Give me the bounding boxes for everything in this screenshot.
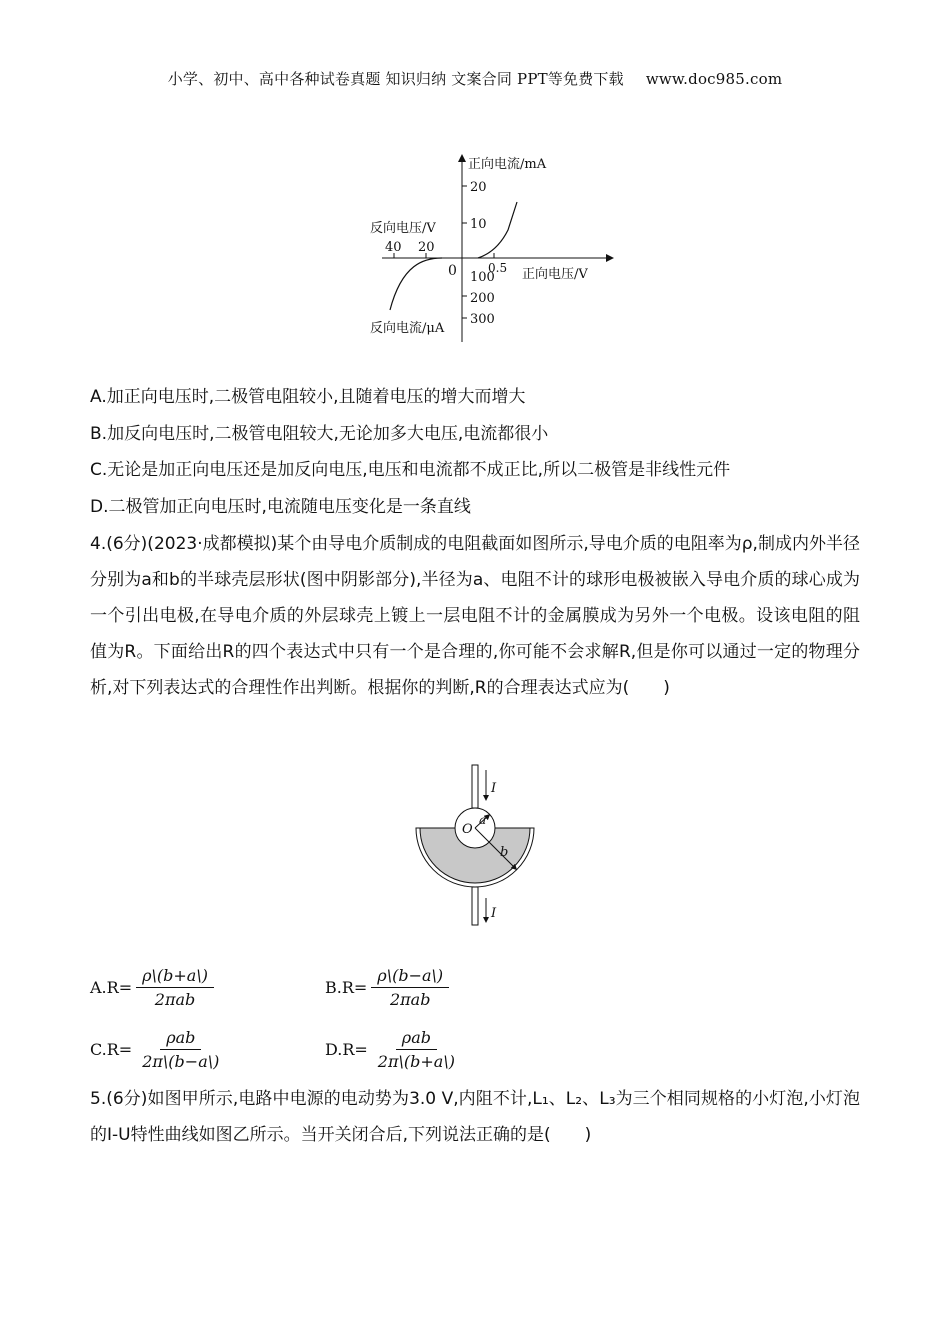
x-pos-label: 正向电压/V <box>522 267 588 282</box>
outer-radius-label: b <box>500 845 509 860</box>
header-url: www.doc985.com <box>645 70 783 88</box>
origin-label: 0 <box>448 263 457 279</box>
denominator: 2π\(b−a\) <box>142 1052 220 1071</box>
fraction <box>136 966 214 1009</box>
q3-option-a: A.加正向电压时,二极管电阻较小,且随着电压的增大而增大 <box>90 387 526 407</box>
y-tick-20: 20 <box>470 180 487 195</box>
q3-option-d: D.二极管加正向电压时,电流随电压变化是一条直线 <box>90 497 471 517</box>
current-label-bottom: I <box>491 906 497 921</box>
q3-option-c: C.无论是加正向电压还是加反向电压,电压和电流都不成正比,所以二极管是非线性元件 <box>90 460 731 480</box>
x-tick-0-5: 0.5 <box>488 261 508 275</box>
numerator: ρab <box>160 1028 201 1050</box>
x-tick-40: 40 <box>385 240 402 255</box>
option-label: B.R= <box>325 978 368 997</box>
denominator: 2πab <box>154 990 196 1009</box>
page-header <box>0 68 950 89</box>
q4-option-b <box>325 966 449 1009</box>
center-label: O <box>462 822 473 837</box>
fraction <box>136 1028 225 1071</box>
current-label-top: I <box>491 781 497 796</box>
inner-radius-label: a <box>479 813 487 827</box>
denominator: 2π\(b+a\) <box>377 1052 455 1071</box>
option-label: C.R= <box>90 1040 133 1059</box>
numerator: ρ\(b+a\) <box>136 966 214 988</box>
diode-iu-graph <box>360 150 620 350</box>
q4-option-a <box>90 966 214 1009</box>
top-lead <box>472 765 478 808</box>
bottom-lead <box>472 887 478 925</box>
y-tick-10: 10 <box>470 217 487 232</box>
y-tick-300: 300 <box>470 312 495 327</box>
x-tick-20: 20 <box>418 240 435 255</box>
q5-stem: 5.(6分)如图甲所示,电路中电源的电动势为3.0 V,内阻不计,L₁、L₂、L₃为三个相同规格的小灯泡,小灯泡的I-U特性曲线如图乙所示。当开关闭合后,下列说法正确的是( ) <box>90 1089 860 1145</box>
y-neg-label: 反向电流/μA <box>370 321 445 336</box>
q4-option-c <box>90 1028 225 1071</box>
y-pos-label: 正向电流/mA <box>468 157 547 172</box>
fraction <box>372 1028 461 1071</box>
y-tick-100: 100 <box>470 270 495 285</box>
fraction <box>371 966 449 1009</box>
numerator: ρ\(b−a\) <box>371 966 449 988</box>
y-tick-200: 200 <box>470 291 495 306</box>
x-neg-label: 反向电压/V <box>370 221 436 236</box>
header-text: 小学、初中、高中各种试卷真题 知识归纳 文案合同 PPT等免费下载 <box>167 70 624 88</box>
hemisphere-resistor-figure <box>400 760 550 930</box>
option-label: D.R= <box>325 1040 368 1059</box>
q4-option-d <box>325 1028 461 1071</box>
denominator: 2πab <box>389 990 431 1009</box>
numerator: ρab <box>396 1028 437 1050</box>
q4-stem: 4.(6分)(2023·成都模拟)某个由导电介质制成的电阻截面如图所示,导电介质的电阻率为ρ,制成内外半径分别为a和b的半球壳层形状(图中阴影部分),半径为a、电阻不计的球形电极被嵌入导电介质的球心成为一个引出电极,在导电介质的外层球壳上镀上一层电阻不计的金属膜成为另外一个电极。设该电阻的阻值为R。下面给出R的四个表达式中只有一个是合理的,你可能不会求解R,但是你可以通过一定的物理分析,对下列表达式的合理性作出判断。根据你的判断,R的合理表达式应为( ) <box>90 534 860 698</box>
q3-option-b: B.加反向电压时,二极管电阻较大,无论加多大电压,电流都很小 <box>90 424 549 444</box>
reverse-curve <box>390 258 442 310</box>
option-label: A.R= <box>90 978 133 997</box>
